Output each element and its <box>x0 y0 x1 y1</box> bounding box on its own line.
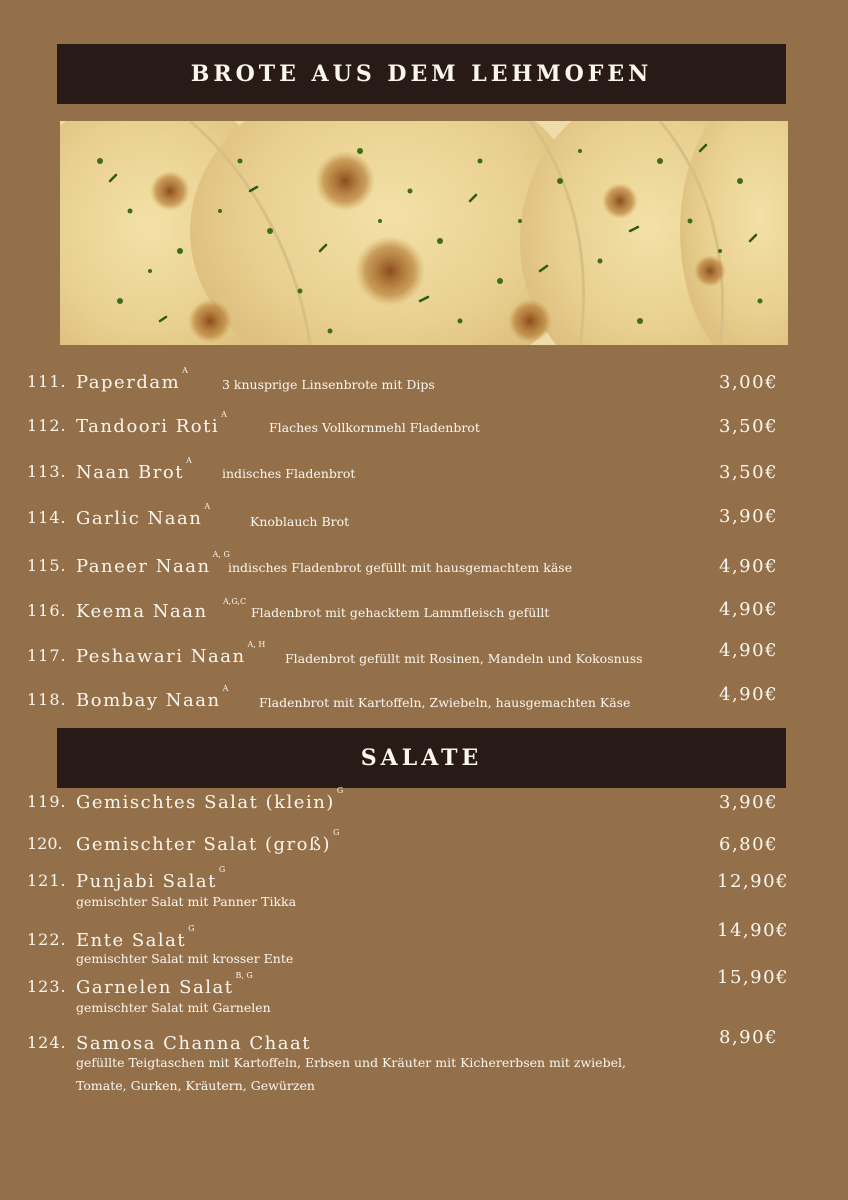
item-price: 4,90€ <box>719 640 779 661</box>
item-name: Gemischtes Salat (klein)$^G$ <box>76 786 344 813</box>
item-price: 4,90€ <box>719 556 779 577</box>
item-name: Ente Salat$^G$ <box>76 924 195 951</box>
item-description: Flaches Vollkornmehl Fladenbrot <box>269 420 480 435</box>
item-price: 12,90€ <box>717 871 789 892</box>
item-name: Samosa Channa Chaat <box>76 1033 311 1054</box>
item-name: Garnelen Salat$^{B, G}$ <box>76 971 253 998</box>
item-number: 120. <box>27 834 63 853</box>
item-description: indisches Fladenbrot gefüllt mit hausgemachtem käse <box>228 560 573 575</box>
item-description: gefüllte Teigtaschen mit Kartoffeln, Erbsen und Kräuter mit Kichererbsen mit zwiebel, <box>76 1055 626 1070</box>
section-banner-salads <box>57 728 786 788</box>
item-number: 124. <box>27 1033 67 1052</box>
item-price: 3,00€ <box>719 372 779 393</box>
item-number: 121. <box>27 871 67 890</box>
item-number: 114. <box>27 508 67 527</box>
item-number: 123. <box>27 977 67 996</box>
item-description: 3 knusprige Linsenbrote mit Dips <box>222 377 435 392</box>
allergen-codes: A <box>222 684 229 693</box>
allergen-codes: A <box>221 410 227 419</box>
item-description-line2: Tomate, Gurken, Kräutern, Gewürzen <box>76 1078 315 1093</box>
item-name: Bombay Naan$^A$ <box>76 684 229 711</box>
item-name: Garlic Naan$^A$ <box>76 502 211 529</box>
item-description: Fladenbrot mit Kartoffeln, Zwiebeln, hausgemachten Käse <box>259 695 631 710</box>
item-price: 4,90€ <box>719 684 779 705</box>
item-name: Peshawari Naan$^{A, H}$ <box>76 640 266 667</box>
allergen-codes: A <box>204 502 211 511</box>
allergen-codes: G <box>333 828 340 837</box>
item-number: 115. <box>27 556 67 575</box>
allergen-codes: A,G,C <box>223 597 247 606</box>
naan-bread-photo <box>60 121 788 345</box>
item-description: indisches Fladenbrot <box>222 466 356 481</box>
item-number: 112. <box>27 416 67 435</box>
section-title-breads: BROTE AUS DEM LEHMOFEN <box>190 61 653 87</box>
section-banner-breads <box>57 44 786 104</box>
item-number: 111. <box>27 372 67 391</box>
section-title-salads: SALATE <box>360 745 483 771</box>
item-number: 113. <box>27 462 67 481</box>
item-price: 14,90€ <box>717 920 789 941</box>
item-name: Tandoori Roti$^A$ <box>76 410 227 437</box>
item-description: Fladenbrot gefüllt mit Rosinen, Mandeln und Kokosnuss <box>285 651 643 666</box>
item-name: Gemischter Salat (groß)$^G$ <box>76 828 340 855</box>
item-name: Keema Naan <box>76 601 208 622</box>
allergen-codes: G <box>188 924 195 933</box>
item-name: Naan Brot$^A$ <box>76 456 192 483</box>
item-description: gemischter Salat mit krosser Ente <box>76 951 294 966</box>
item-price: 3,50€ <box>719 462 779 483</box>
item-price: 8,90€ <box>719 1027 779 1048</box>
item-price: 6,80€ <box>719 834 779 855</box>
allergen-codes: A, H <box>247 640 266 649</box>
item-name: Paperdam$^A$ <box>76 366 188 393</box>
item-number: 116. <box>27 601 67 620</box>
item-name: Paneer Naan$^{A, G}$ <box>76 550 230 577</box>
item-number: 118. <box>27 690 67 709</box>
item-price: 3,90€ <box>719 792 779 813</box>
item-price: 15,90€ <box>717 967 789 988</box>
item-description: gemischter Salat mit Garnelen <box>76 1000 271 1015</box>
item-number: 117. <box>27 646 67 665</box>
item-description: Fladenbrot mit gehacktem Lammfleisch gefüllt <box>251 605 550 620</box>
allergen-codes: A <box>185 456 192 465</box>
item-description: Knoblauch Brot <box>250 514 350 529</box>
allergen-codes: G <box>218 865 226 874</box>
item-number: 119. <box>27 792 67 811</box>
item-price: 3,90€ <box>719 506 779 527</box>
allergen-codes: G <box>336 786 344 795</box>
item-name: Punjabi Salat$^G$ <box>76 865 226 892</box>
item-price: 4,90€ <box>719 599 779 620</box>
item-price: 3,50€ <box>719 416 779 437</box>
allergen-codes: A <box>182 366 188 375</box>
allergen-codes: B, G <box>235 971 253 980</box>
item-number: 122. <box>27 930 67 949</box>
item-description: gemischter Salat mit Panner Tikka <box>76 894 297 909</box>
allergen-codes: A, G <box>212 550 230 559</box>
